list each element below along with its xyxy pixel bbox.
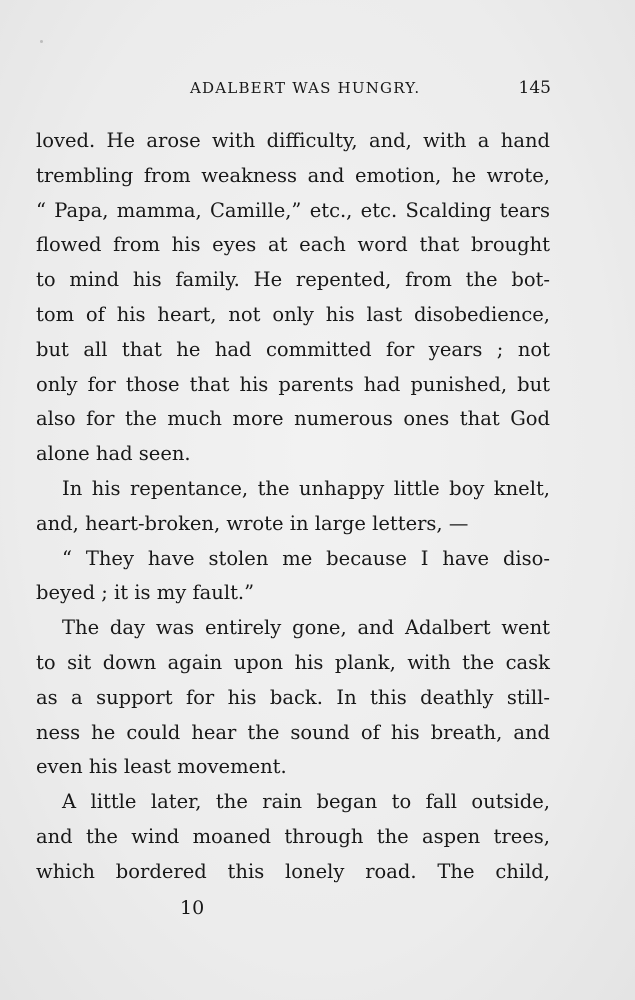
text-line: beyed ; it is my fault.” [36, 581, 255, 605]
text-line: as a support for his back. In this deathly still- [36, 685, 550, 709]
text-line: only for those that his parents had punished, but [36, 372, 550, 396]
text-line: also for the much more numerous ones that God [36, 407, 550, 431]
page-number: 145 [518, 78, 551, 98]
text-line: “ They have stolen me because I have diso- [62, 546, 550, 570]
text-line: to sit down again upon his plank, with the cask [36, 650, 550, 674]
text-line: A little later, the rain began to fall outside, [62, 790, 550, 814]
text-line: alone had seen. [36, 442, 191, 466]
text-line: flowed from his eyes at each word that brought [36, 233, 550, 257]
page-speck [40, 40, 43, 43]
signature-mark: 10 [180, 897, 205, 919]
text-line: “ Papa, mamma, Camille,” etc., etc. Scalding tears [36, 198, 550, 222]
text-line: which bordered this lonely road. The child, [36, 859, 550, 883]
text-line: tom of his heart, not only his last disobedience, [36, 302, 550, 326]
text-line: ness he could hear the sound of his breath, and [36, 720, 550, 744]
text-line: even his least movement. [36, 755, 287, 779]
text-line: and, heart-broken, wrote in large letters, — [36, 511, 469, 535]
body-text [36, 124, 550, 890]
text-line: In his repentance, the unhappy little boy knelt, [62, 476, 550, 500]
text-line: The day was entirely gone, and Adalbert went [62, 616, 550, 640]
text-line: to mind his family. He repented, from the bot- [36, 268, 550, 292]
text-line: trembling from weakness and emotion, he wrote, [36, 163, 550, 187]
text-line: and the wind moaned through the aspen trees, [36, 824, 550, 848]
text-line: but all that he had committed for years ; not [36, 337, 550, 361]
running-header-title: ADALBERT WAS HUNGRY. [190, 79, 421, 97]
text-line: loved. He arose with difficulty, and, with a hand [36, 129, 550, 152]
